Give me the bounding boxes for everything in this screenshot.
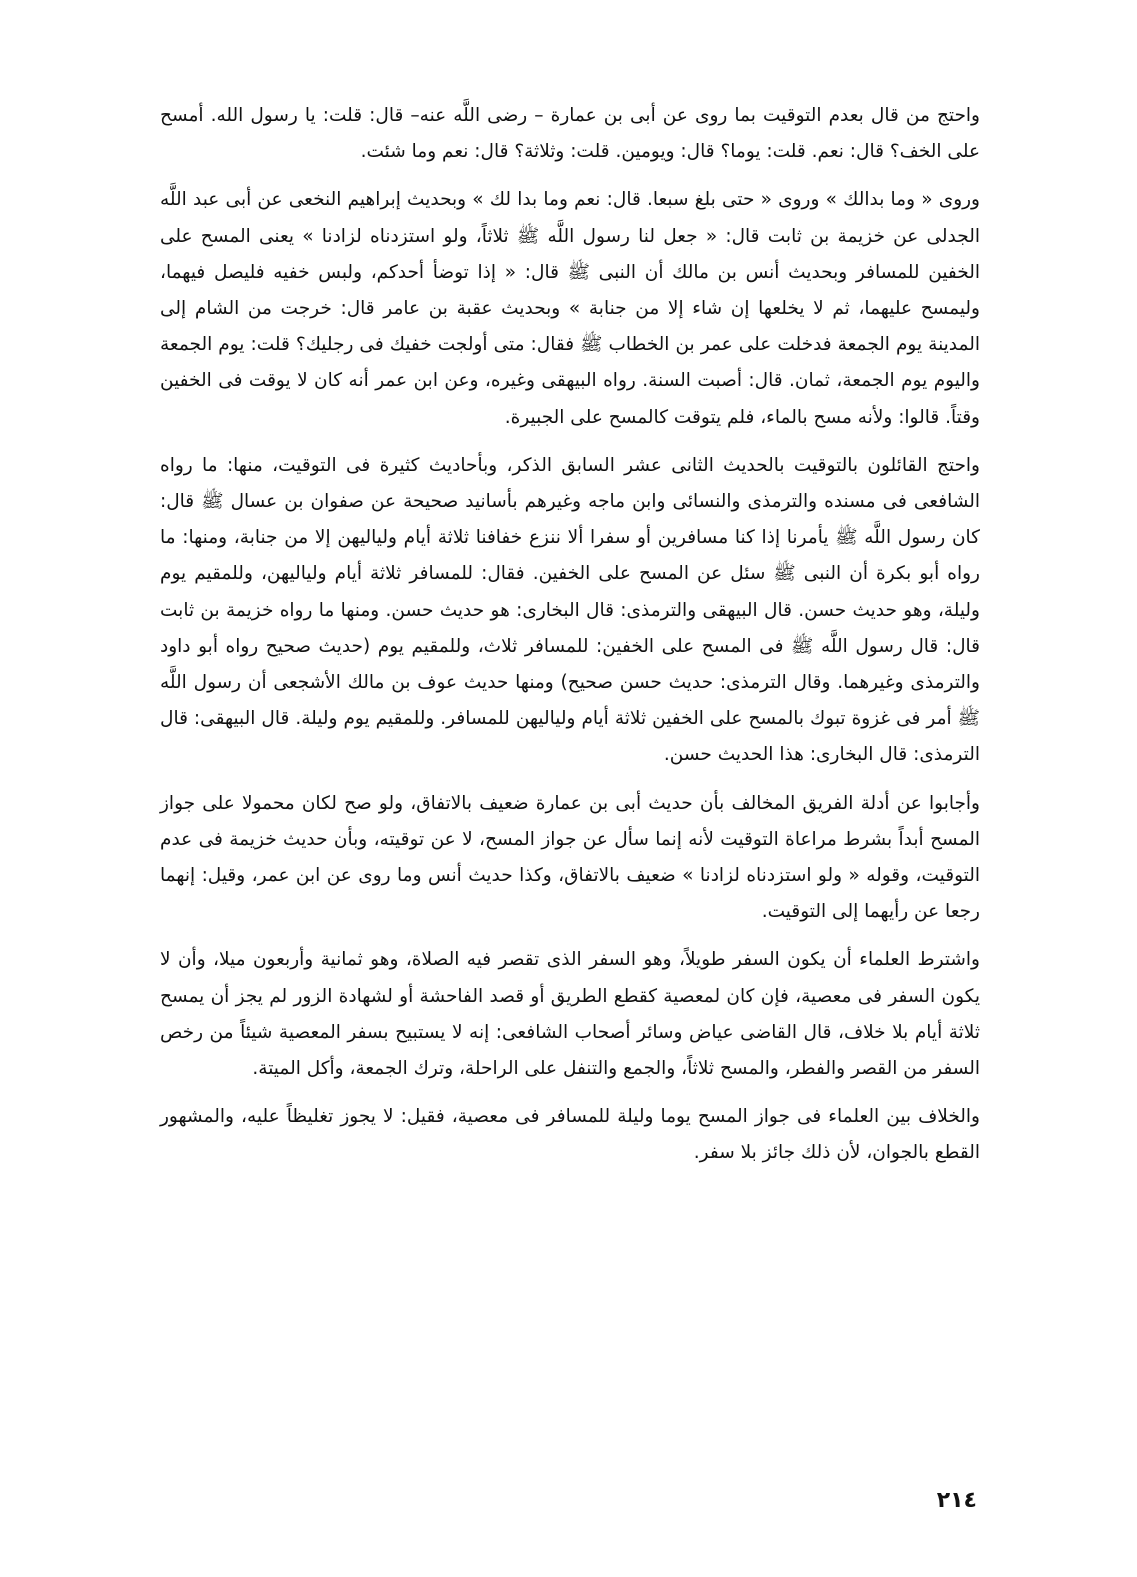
document-body (160, 98, 980, 1184)
paragraph-6: والخلاف بين العلماء فى جواز المسح يوما وليلة للمسافر فى معصية، فقيل: لا يجوز تغليظاً عليه، والمشهور القطع بالجوان، لأن ذلك جائز بلا سفر. (160, 1106, 980, 1164)
page-number: ٢١٤ (936, 1488, 977, 1513)
paragraph-1: واحتج من قال بعدم التوقيت بما روى عن أبى بن عمارة – رضى اللَّه عنه– قال: قلت: يا رسول الله. أمسح على الخف؟ قال: نعم. قلت: يوما؟ قال: ويومين. قلت: وثلاثة؟ قال: نعم وما شئت. (160, 105, 980, 163)
paragraph-4: وأجابوا عن أدلة الفريق المخالف بأن حديث أبى بن عمارة ضعيف بالاتفاق، ولو صح لكان محمولا على جواز المسح أبداً بشرط مراعاة التوقيت لأنه إنما سأل عن جواز المسح، لا عن توقيته، وبأن حديث خزيمة فى عدم التوقيت، وقوله « ولو استزدناه لزادنا » ضعيف بالاتفاق، وكذا حديث أنس وما روى عن ابن عمر، وقيل: إنهما رجعا عن رأيهما إلى التوقيت. (160, 792, 980, 923)
paragraph-3: واحتج القائلون بالتوقيت بالحديث الثانى عشر السابق الذكر، وبأحاديث كثيرة فى التوقيت، منها: ما رواه الشافعى فى مسنده والترمذى والنسائى وابن ماجه وغيرهم بأسانيد صحيحة عن صفوان بن عسال ﷺ قال: كان رسول اللَّه ﷺ يأمرنا إذا كنا مسافرين أو سفرا ألا ننزع خفافنا ثلاثة أيام ولياليهن إلا من جنابة، ومنها: ما رواه أبو بكرة أن النبى ﷺ سئل عن المسح على الخفين. فقال: للمسافر ثلاثة أيام ولياليهن، وللمقيم يوم وليلة، وهو حديث حسن. قال البيهقى والترمذى: قال البخارى: هو حديث حسن. ومنها ما رواه خزيمة بن ثابت قال: قال رسول اللَّه ﷺ فى المسح على الخفين: للمسافر ثلاث، وللمقيم يوم (حديث صحيح رواه أبو داود والترمذى وغيرهما. وقال الترمذى: حديث حسن صحيح) ومنها حديث عوف بن مالك الأشجعى أن رسول اللَّه ﷺ أمر فى غزوة تبوك بالمسح على الخفين ثلاثة أيام ولياليهن للمسافر. وللمقيم يوم وليلة. قال البيهقى: قال الترمذى: قال البخارى: هذا الحديث حسن. (160, 454, 980, 766)
paragraph-5: واشترط العلماء أن يكون السفر طويلاً، وهو السفر الذى تقصر فيه الصلاة، وهو ثمانية وأربعون ميلا، وأن لا يكون السفر فى معصية، فإن كان لمعصية كقطع الطريق أو قصد الفاحشة أو لشهادة الزور لم يجز أن يمسح ثلاثة أيام بلا خلاف، قال القاضى عياض وسائر أصحاب الشافعى: إنه لا يستبيح بسفر المعصية شيئاً من رخص السفر من القصر والفطر، والمسح ثلاثاً، والجمع والتنفل على الراحلة، وترك الجمعة، وأكل الميتة. (160, 949, 980, 1080)
paragraph-2: وروى « وما بدالك » وروى « حتى بلغ سبعا. قال: نعم وما بدا لك » وبحديث إبراهيم النخعى عن أبى عبد اللَّه الجدلى عن خزيمة بن ثابت قال: « جعل لنا رسول اللَّه ﷺ ثلاثاً، ولو استزدناه لزادنا » يعنى المسح على الخفين للمسافر وبحديث أنس بن مالك أن النبى ﷺ قال: « إذا توضأ أحدكم، ولبس خفيه فليصل فيهما، وليمسح عليهما، ثم لا يخلعها إن شاء إلا من جنابة » وبحديث عقبة بن عامر قال: خرجت من الشام إلى المدينة يوم الجمعة فدخلت على عمر بن الخطاب ﷺ فقال: متى أولجت خفيك فى رجليك؟ قلت: يوم الجمعة واليوم يوم الجمعة، ثمان. قال: أصبت السنة. رواه البيهقى وغيره، وعن ابن عمر أنه كان لا يوقت فى الخفين وقتاً. قالوا: ولأنه مسح بالماء، فلم يتوقت كالمسح على الجبيرة. (160, 189, 980, 428)
